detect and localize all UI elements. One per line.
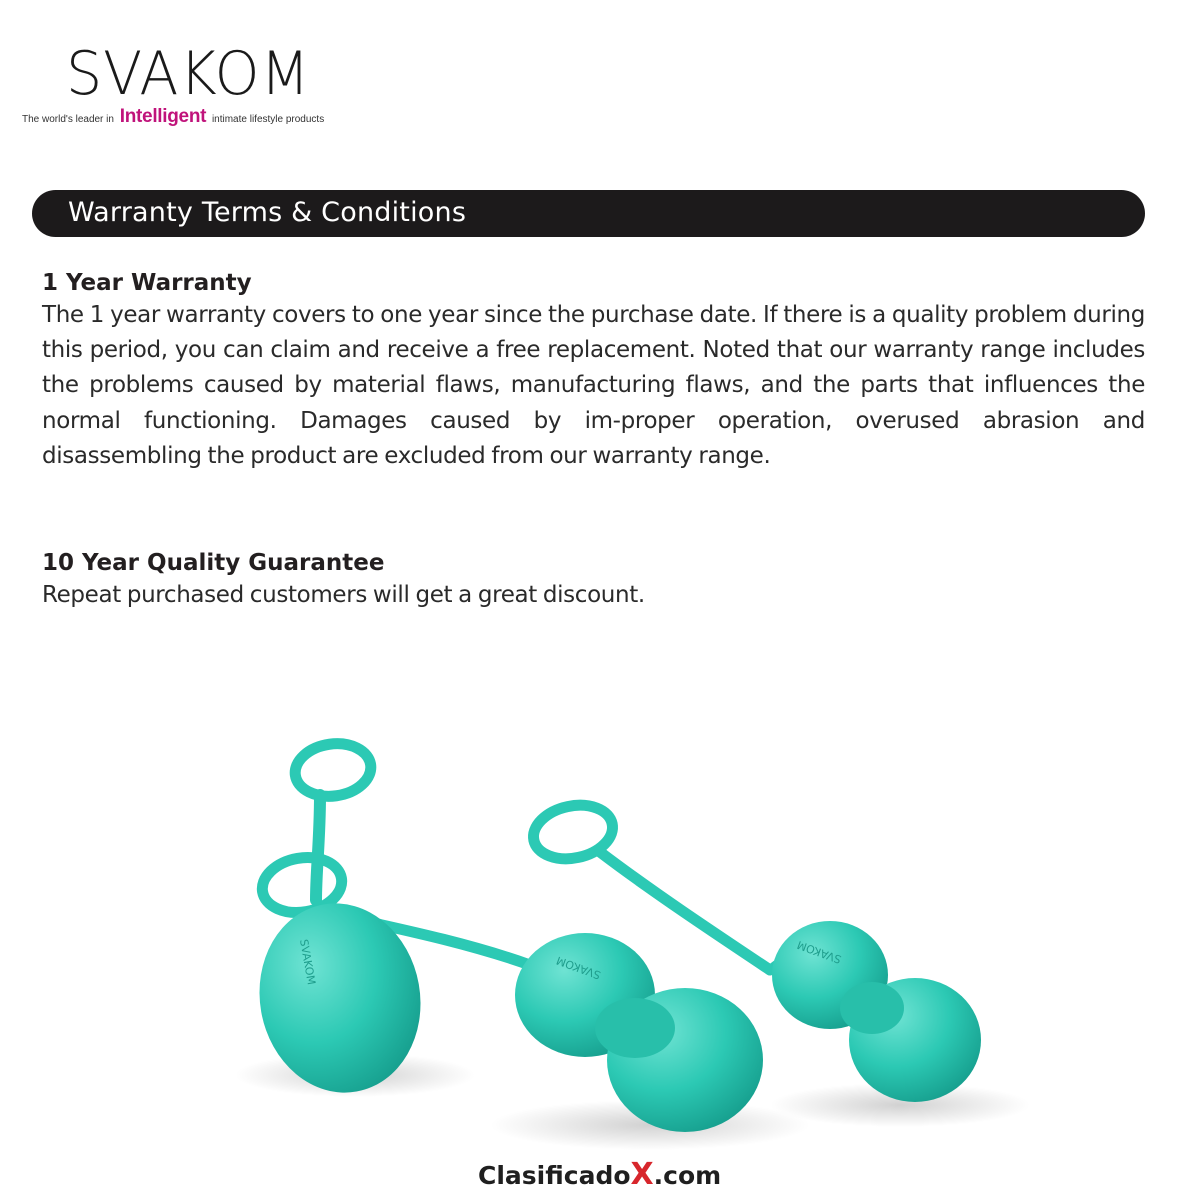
watermark-text: Clasificado <box>478 1161 631 1190</box>
brand-name: SVAKOM <box>66 39 311 109</box>
section-title: 1 Year Warranty <box>42 270 252 296</box>
section-body: The 1 year warranty covers to one year since the purchase date. If there is a quality problem during this period, you can claim and receive a free replacement. Noted that our warranty range includes the problems caused by material flaws, manufacturing flaws, and the parts that influences the normal functioning. Damages caused by im-proper operation, overused abrasion and disassembling the product are excluded from our warranty range. <box>42 302 1145 469</box>
retrieval-ring <box>292 739 374 801</box>
ball-joint <box>840 982 904 1034</box>
guarantee-section <box>42 548 1145 613</box>
engraving: SVAKOM <box>297 938 318 986</box>
brand-logo <box>20 40 360 130</box>
section-body: Repeat purchased customers will get a great discount. <box>42 582 645 608</box>
warranty-section <box>42 268 1145 474</box>
watermark-domain: .com <box>653 1161 722 1190</box>
tagline-prefix: The world's leader in <box>22 114 114 125</box>
section-title: 10 Year Quality Guarantee <box>42 550 385 576</box>
brand-tagline <box>22 106 324 128</box>
tagline-suffix: intimate lifestyle products <box>211 114 325 125</box>
product-photo <box>180 730 1040 1170</box>
section-banner <box>32 190 1145 237</box>
watermark <box>478 1157 722 1192</box>
engraving: SVAKOM <box>795 937 844 966</box>
tagline-highlight: Intelligent <box>119 106 207 127</box>
double-ball-toy <box>515 798 770 1132</box>
watermark-x: X <box>630 1157 654 1192</box>
banner-title: Warranty Terms & Conditions <box>68 197 467 228</box>
engraving: SVAKOM <box>554 953 603 982</box>
retrieval-cord <box>316 795 320 900</box>
ball-joint <box>595 998 675 1058</box>
